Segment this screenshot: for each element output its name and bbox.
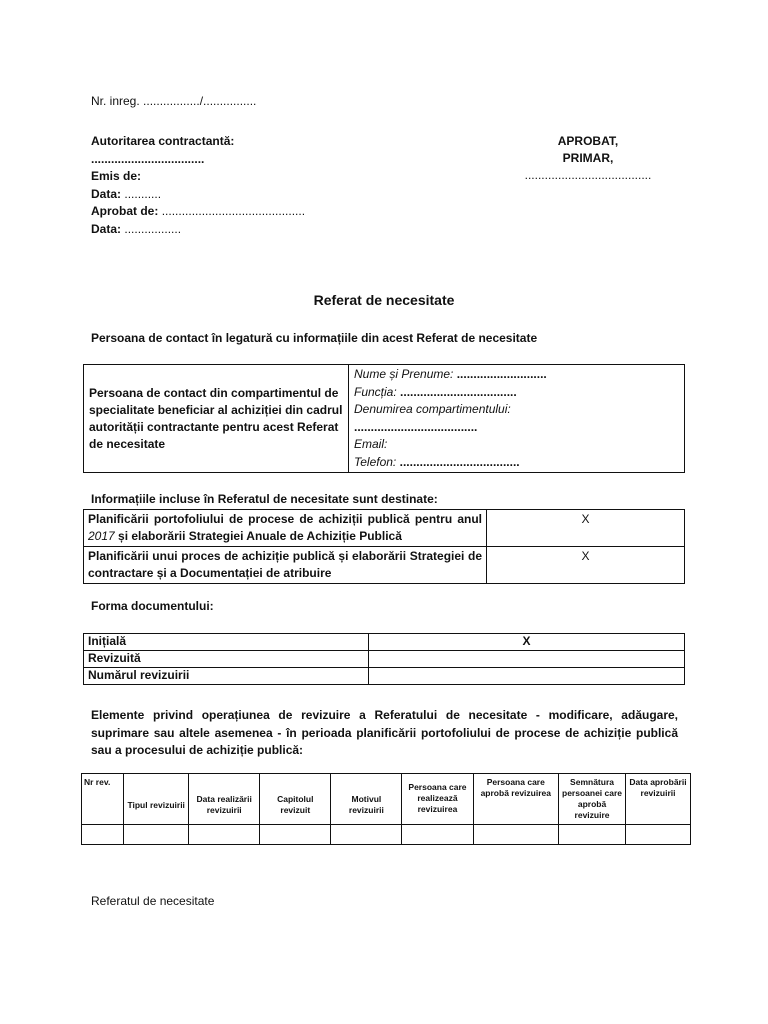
contact-table-right — [349, 365, 685, 473]
aprobat-de-value: ........................................... — [161, 204, 306, 218]
rev-cell — [331, 825, 402, 845]
denumirea-label: Denumirea compartimentului: — [354, 402, 511, 416]
authority-value: .................................. — [91, 151, 205, 166]
rev-header-nr: Nr rev. — [82, 774, 124, 825]
destination-row1-part1: Planificării portofoliului de procese de achiziții publică pentru anul — [88, 512, 482, 526]
rev-cell — [402, 825, 473, 845]
table-row — [84, 634, 685, 651]
rev-header-motivul: Motivul revizuirii — [331, 774, 402, 825]
data2-label: Data: — [91, 221, 122, 236]
forma-row3-mark — [369, 668, 685, 685]
contact-heading: Persoana de contact în legatură cu informațiile din acest Referat de necesitate — [91, 331, 538, 345]
rev-header-capitolul: Capitolul revizuit — [260, 774, 331, 825]
functia-label: Funcția: — [354, 384, 397, 399]
rev-header-data-realizarii: Data realizării revizuirii — [189, 774, 260, 825]
approval-line2: PRIMAR, — [562, 151, 614, 165]
rev-header-data-aprobarii: Data aprobării revizuirii — [626, 774, 691, 825]
rev-cell — [260, 825, 331, 845]
forma-row3-label: Numărul revizuirii — [84, 668, 369, 685]
destination-table — [83, 509, 685, 584]
table-row — [84, 651, 685, 668]
forma-row1-mark: X — [369, 634, 685, 651]
forma-table — [83, 633, 685, 685]
data1-row — [91, 186, 305, 204]
forma-row2-mark — [369, 651, 685, 668]
rev-header-semnatura: Semnătura persoanei care aprobă revizuire — [559, 774, 626, 825]
table-row — [84, 547, 685, 584]
forma-row2-label: Revizuită — [84, 651, 369, 668]
forma-heading: Forma documentului: — [91, 599, 214, 613]
footer-heading: Referatul de necesitate — [91, 894, 215, 908]
destination-row1-text — [84, 510, 487, 547]
functia-value: ................................... — [400, 384, 517, 399]
denumirea-value: ..................................... — [354, 419, 478, 434]
email-label: Email: — [354, 437, 388, 451]
rev-cell — [124, 825, 189, 845]
revision-elements-text: Elemente privind operațiunea de revizuire a Referatului de necesitate - modificare, adăugare, suprimare sau altele asemenea - în perioada planificării portofoliului de procese de achiziție publică sau a procesului de achiziție publică: — [91, 708, 678, 757]
rev-cell — [559, 825, 626, 845]
approval-line1: APROBAT, — [557, 134, 619, 148]
destination-row1-mark: X — [487, 510, 685, 547]
rev-header-persoana-realizeaza: Persoana care realizează revizuirea — [402, 774, 473, 825]
rev-header-tipul: Tipul revizuirii — [124, 774, 189, 825]
rev-cell — [626, 825, 691, 845]
destination-row1-year: 2017 — [88, 529, 115, 543]
destination-heading: Informațiile incluse în Referatul de necesitate sunt destinate: — [91, 492, 438, 506]
revision-table — [81, 773, 691, 845]
nume-label: Nume și Prenume: — [354, 367, 454, 381]
table-row — [84, 510, 685, 547]
aprobat-de-label: Aprobat de: — [91, 204, 159, 218]
data2-row — [91, 221, 305, 239]
table-row — [84, 668, 685, 685]
destination-row1-part2: și elaborării Strategiei Anuale de Achiziție Publică — [114, 529, 402, 543]
revision-header-row — [82, 774, 691, 825]
telefon-value: .................................... — [399, 454, 520, 469]
forma-row1-label: Inițială — [84, 634, 369, 651]
authority-label: Autoritarea contractantă: — [91, 134, 235, 148]
header-left-block — [91, 133, 305, 238]
destination-row2-mark: X — [487, 547, 685, 584]
contact-table-left: Persoana de contact din compartimentul de specialitate beneficiar al achiziției din cadrul autorității contractante pentru acest Referat de necesitate — [84, 365, 349, 473]
aprobat-de-row — [91, 203, 305, 221]
data1-value: ........... — [124, 186, 162, 201]
emis-label: Emis de: — [91, 169, 142, 183]
nume-value: ........................... — [456, 367, 547, 381]
page-title: Referat de necesitate — [313, 292, 455, 308]
rev-cell — [82, 825, 124, 845]
data1-label: Data: — [91, 186, 122, 201]
rev-cell — [189, 825, 260, 845]
rev-header-persoana-aproba: Persoana care aprobă revizuirea — [473, 774, 559, 825]
rev-cell — [473, 825, 559, 845]
contact-table — [83, 364, 685, 473]
data2-value: ................. — [124, 221, 182, 236]
destination-row2-text: Planificării unui proces de achiziție publică și elaborării Strategiei de contractare și a Documentației de atribuire — [84, 547, 487, 584]
approval-block — [500, 133, 676, 184]
approval-signature: ...................................... — [524, 168, 652, 182]
registration-number: Nr. inreg. ................./................ — [91, 94, 257, 108]
table-row — [82, 825, 691, 845]
telefon-label: Telefon: — [354, 454, 397, 469]
